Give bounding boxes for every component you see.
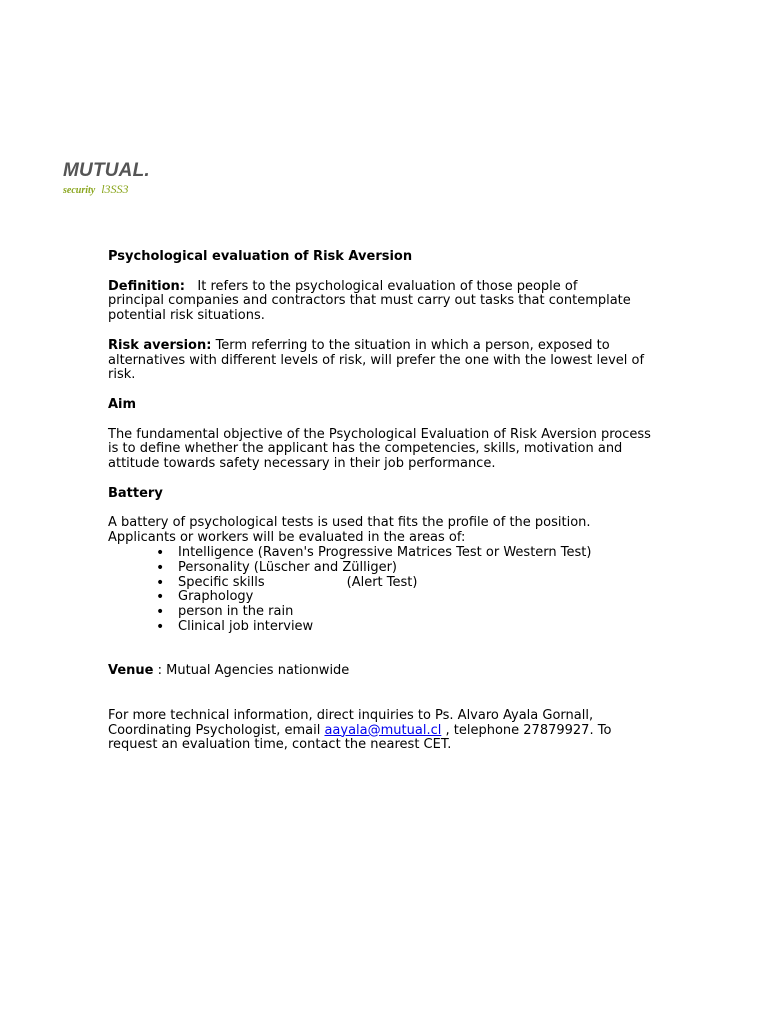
venue-text: : Mutual Agencies nationwide: [157, 663, 350, 679]
bullet-icon: •: [156, 589, 165, 606]
list-item: • Intelligence (Raven's Progressive Matrices Test or Western Test): [156, 544, 592, 561]
battery-section: [108, 516, 668, 634]
bullet-icon: •: [156, 544, 165, 561]
risk-aversion-line-3: risk.: [108, 367, 136, 383]
bullet-icon: •: [156, 574, 165, 591]
battery-line-1: A battery of psychological tests is used that fits the profile of the position.: [108, 515, 591, 531]
logo-tagline-large: l3SS3: [101, 182, 129, 196]
contact-line-3: request an evaluation time, contact the nearest CET.: [108, 737, 452, 753]
venue-label: Venue: [108, 663, 154, 679]
logo-wordmark: MUTUAL.: [63, 160, 150, 181]
document-title: Psychological evaluation of Risk Aversion: [108, 249, 413, 264]
contact-line-2: Coordinating Psychologist, email aayala@mutual.cl , telephone 27879927. To: [108, 722, 612, 738]
risk-aversion-label: Risk aversion:: [108, 337, 212, 353]
aim-line-1: The fundamental objective of the Psychological Evaluation of Risk Aversion process: [108, 426, 651, 442]
mutual-logo: [63, 160, 150, 198]
risk-aversion-section: [108, 339, 668, 383]
aim-heading: Aim: [108, 396, 137, 412]
aim-line-2: is to define whether the applicant has the competencies, skills, motivation and: [108, 441, 623, 457]
definition-line-3: potential risk situations.: [108, 308, 265, 324]
definition-line-1: It refers to the psychological evaluation of those people of: [197, 278, 578, 294]
aim-line-3: attitude towards safety necessary in their job performance.: [108, 456, 496, 472]
definition-section: [108, 280, 668, 324]
email-link[interactable]: aayala@mutual.cl: [324, 722, 442, 738]
bullet-icon: •: [156, 559, 165, 576]
list-item: • Clinical job interview: [156, 618, 314, 635]
bullet-icon: •: [156, 604, 165, 621]
battery-line-2: Applicants or workers will be evaluated in the areas of:: [108, 530, 466, 546]
aim-section: [108, 428, 668, 472]
logo-tagline: [63, 182, 150, 198]
risk-aversion-line-1: Term referring to the situation in which a person, exposed to: [215, 337, 610, 353]
list-item: • Personality (Lüscher and Zülliger): [156, 559, 397, 576]
bullet-icon: •: [156, 618, 165, 635]
logo-tagline-small: security: [63, 185, 96, 196]
specific-skills-note: (Alert Test): [346, 574, 418, 590]
list-item: • person in the rain: [156, 604, 294, 621]
contact-line-1: For more technical information, direct inquiries to Ps. Alvaro Ayala Gornall,: [108, 707, 594, 723]
contact-section: [108, 709, 668, 753]
battery-heading: Battery: [108, 485, 163, 501]
venue-line: [108, 664, 668, 679]
list-item: • Graphology: [156, 589, 254, 606]
risk-aversion-line-2: alternatives with different levels of risk, will prefer the one with the lowest level of: [108, 352, 645, 368]
definition-line-2: principal companies and contractors that must carry out tasks that contemplate: [108, 293, 631, 309]
battery-list: [108, 546, 668, 635]
document-body: [108, 250, 668, 753]
definition-label: Definition:: [108, 278, 186, 294]
list-item: • Specific skills (Alert Test): [156, 574, 418, 591]
